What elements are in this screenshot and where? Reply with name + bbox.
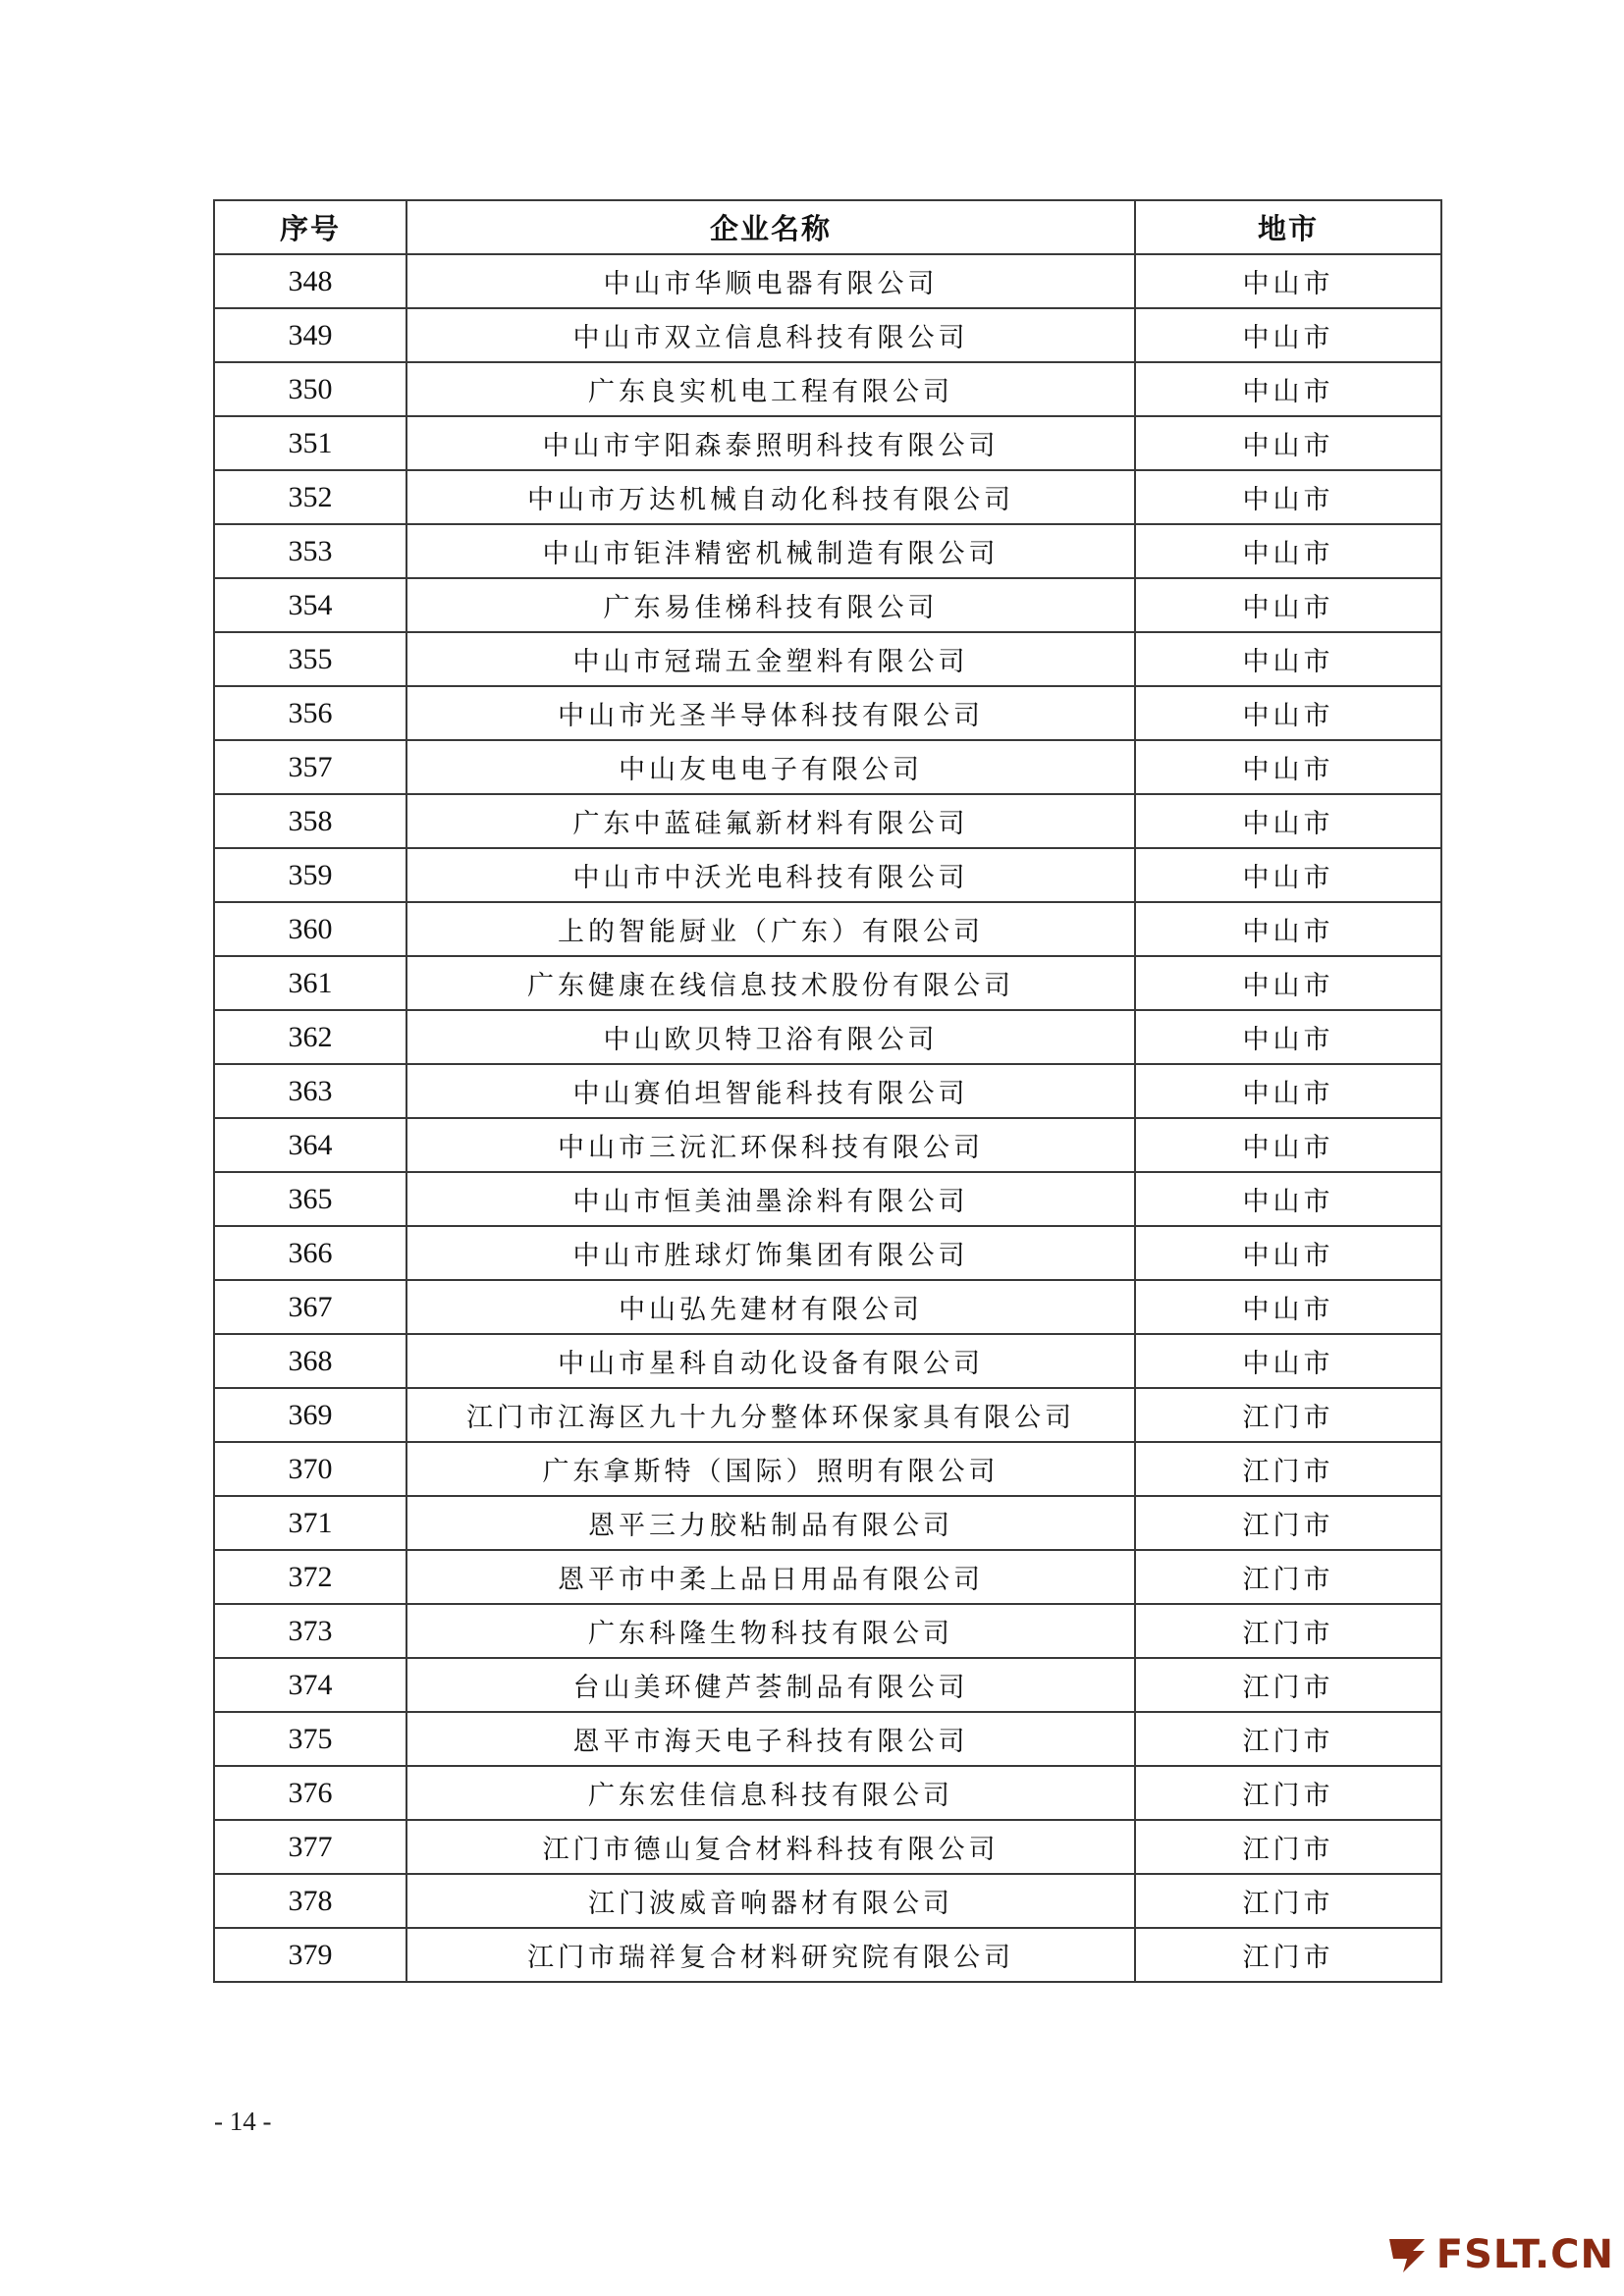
serial-number-cell: 369 [214,1388,406,1442]
serial-number-cell: 358 [214,794,406,848]
city-cell: 江门市 [1135,1820,1441,1874]
table-row [214,1550,1441,1604]
city-cell: 中山市 [1135,632,1441,686]
serial-number-cell: 370 [214,1442,406,1496]
city-cell: 中山市 [1135,1280,1441,1334]
table-row [214,1928,1441,1982]
company-name-cell: 广东拿斯特（国际）照明有限公司 [406,1442,1135,1496]
table-row [214,956,1441,1010]
city-cell: 江门市 [1135,1658,1441,1712]
table-row [214,1820,1441,1874]
serial-number-cell: 348 [214,254,406,308]
table-row [214,416,1441,470]
table-row [214,1658,1441,1712]
city-cell: 中山市 [1135,902,1441,956]
table-row [214,1172,1441,1226]
table-row [214,1280,1441,1334]
city-cell: 中山市 [1135,524,1441,578]
table-row [214,470,1441,524]
city-cell: 江门市 [1135,1442,1441,1496]
city-cell: 中山市 [1135,578,1441,632]
city-cell: 江门市 [1135,1712,1441,1766]
company-name-cell: 江门波威音响器材有限公司 [406,1874,1135,1928]
city-cell: 中山市 [1135,740,1441,794]
company-name-cell: 中山市华顺电器有限公司 [406,254,1135,308]
city-cell: 中山市 [1135,1172,1441,1226]
table-row [214,1442,1441,1496]
header-serial-number: 序号 [214,200,406,254]
company-name-cell: 中山弘先建材有限公司 [406,1280,1135,1334]
city-cell: 江门市 [1135,1874,1441,1928]
company-name-cell: 中山市三沅汇环保科技有限公司 [406,1118,1135,1172]
company-name-cell: 中山市光圣半导体科技有限公司 [406,686,1135,740]
header-company-name: 企业名称 [406,200,1135,254]
serial-number-cell: 374 [214,1658,406,1712]
company-name-cell: 中山市恒美油墨涂料有限公司 [406,1172,1135,1226]
table-row [214,1766,1441,1820]
serial-number-cell: 350 [214,362,406,416]
table-row [214,1010,1441,1064]
serial-number-cell: 359 [214,848,406,902]
city-cell: 中山市 [1135,1010,1441,1064]
serial-number-cell: 356 [214,686,406,740]
city-cell: 中山市 [1135,1226,1441,1280]
serial-number-cell: 373 [214,1604,406,1658]
company-name-cell: 中山赛伯坦智能科技有限公司 [406,1064,1135,1118]
table-row [214,1496,1441,1550]
table-row [214,1712,1441,1766]
company-name-cell: 广东中蓝硅氟新材料有限公司 [406,794,1135,848]
company-name-cell: 上的智能厨业（广东）有限公司 [406,902,1135,956]
serial-number-cell: 377 [214,1820,406,1874]
serial-number-cell: 368 [214,1334,406,1388]
city-cell: 中山市 [1135,470,1441,524]
city-cell: 中山市 [1135,794,1441,848]
city-cell: 中山市 [1135,1118,1441,1172]
city-cell: 江门市 [1135,1550,1441,1604]
company-name-cell: 广东科隆生物科技有限公司 [406,1604,1135,1658]
company-name-cell: 江门市德山复合材料科技有限公司 [406,1820,1135,1874]
company-name-cell: 广东宏佳信息科技有限公司 [406,1766,1135,1820]
company-name-cell: 中山市冠瑞五金塑料有限公司 [406,632,1135,686]
serial-number-cell: 372 [214,1550,406,1604]
city-cell: 中山市 [1135,416,1441,470]
serial-number-cell: 367 [214,1280,406,1334]
company-name-cell: 中山市宇阳森泰照明科技有限公司 [406,416,1135,470]
city-cell: 中山市 [1135,362,1441,416]
header-city: 地市 [1135,200,1441,254]
company-name-cell: 广东易佳梯科技有限公司 [406,578,1135,632]
company-name-cell: 中山友电电子有限公司 [406,740,1135,794]
city-cell: 江门市 [1135,1604,1441,1658]
page-number: - 14 - [214,2107,272,2136]
table-row [214,902,1441,956]
company-name-cell: 中山市胜球灯饰集团有限公司 [406,1226,1135,1280]
serial-number-cell: 364 [214,1118,406,1172]
city-cell: 中山市 [1135,848,1441,902]
company-name-cell: 恩平市海天电子科技有限公司 [406,1712,1135,1766]
table-row [214,1604,1441,1658]
city-cell: 江门市 [1135,1766,1441,1820]
company-name-cell: 恩平市中柔上品日用品有限公司 [406,1550,1135,1604]
company-name-cell: 广东健康在线信息技术股份有限公司 [406,956,1135,1010]
company-name-cell: 台山美环健芦荟制品有限公司 [406,1658,1135,1712]
table-row [214,794,1441,848]
company-name-cell: 广东良实机电工程有限公司 [406,362,1135,416]
table-row [214,632,1441,686]
city-cell: 中山市 [1135,686,1441,740]
city-cell: 中山市 [1135,254,1441,308]
table-row [214,1334,1441,1388]
table-row [214,254,1441,308]
company-name-cell: 中山市钜沣精密机械制造有限公司 [406,524,1135,578]
table-row [214,1226,1441,1280]
serial-number-cell: 360 [214,902,406,956]
serial-number-cell: 363 [214,1064,406,1118]
company-name-cell: 中山市万达机械自动化科技有限公司 [406,470,1135,524]
table-row [214,1118,1441,1172]
company-name-cell: 中山市星科自动化设备有限公司 [406,1334,1135,1388]
serial-number-cell: 355 [214,632,406,686]
table-body [214,254,1441,1982]
city-cell: 中山市 [1135,1064,1441,1118]
table-row [214,1874,1441,1928]
table-row [214,578,1441,632]
serial-number-cell: 352 [214,470,406,524]
table-row [214,740,1441,794]
company-name-cell: 恩平三力胶粘制品有限公司 [406,1496,1135,1550]
serial-number-cell: 378 [214,1874,406,1928]
table-row [214,308,1441,362]
table-row [214,1388,1441,1442]
serial-number-cell: 361 [214,956,406,1010]
company-name-cell: 中山市双立信息科技有限公司 [406,308,1135,362]
serial-number-cell: 366 [214,1226,406,1280]
city-cell: 江门市 [1135,1928,1441,1982]
serial-number-cell: 371 [214,1496,406,1550]
serial-number-cell: 354 [214,578,406,632]
serial-number-cell: 379 [214,1928,406,1982]
serial-number-cell: 365 [214,1172,406,1226]
company-name-cell: 中山市中沃光电科技有限公司 [406,848,1135,902]
serial-number-cell: 349 [214,308,406,362]
watermark-text: FSLT.CN [1435,2232,1614,2277]
table-row [214,1064,1441,1118]
city-cell: 中山市 [1135,308,1441,362]
serial-number-cell: 357 [214,740,406,794]
serial-number-cell: 353 [214,524,406,578]
serial-number-cell: 375 [214,1712,406,1766]
serial-number-cell: 362 [214,1010,406,1064]
table-row [214,524,1441,578]
site-watermark [1383,2231,1614,2278]
table-row [214,362,1441,416]
city-cell: 中山市 [1135,1334,1441,1388]
company-name-cell: 江门市瑞祥复合材料研究院有限公司 [406,1928,1135,1982]
table-row [214,848,1441,902]
city-cell: 江门市 [1135,1496,1441,1550]
city-cell: 中山市 [1135,956,1441,1010]
company-name-cell: 江门市江海区九十九分整体环保家具有限公司 [406,1388,1135,1442]
serial-number-cell: 351 [214,416,406,470]
enterprise-table [213,199,1442,1983]
fslt-logo-icon [1383,2231,1431,2278]
table-row [214,686,1441,740]
serial-number-cell: 376 [214,1766,406,1820]
table-header-row [214,200,1441,254]
city-cell: 江门市 [1135,1388,1441,1442]
company-name-cell: 中山欧贝特卫浴有限公司 [406,1010,1135,1064]
